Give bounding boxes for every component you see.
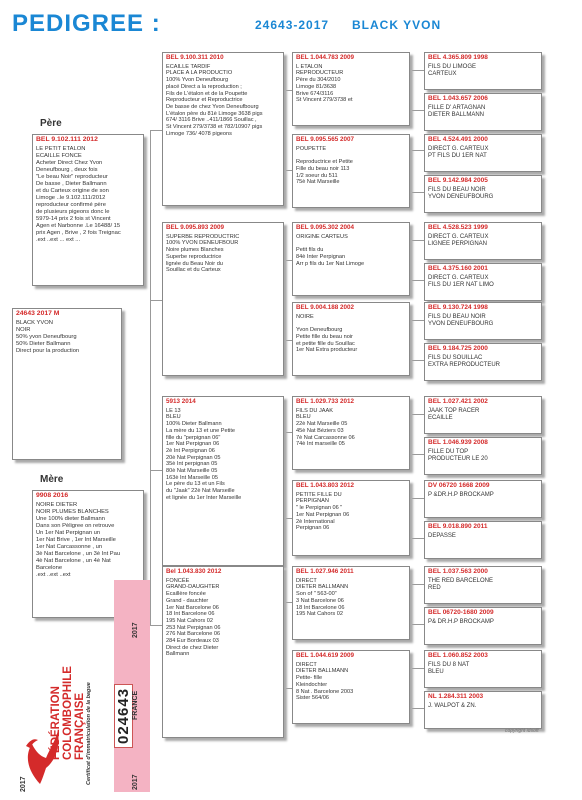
card-text-line: DIETER BALLMANN <box>428 111 485 118</box>
card-text-line: Dans son Pèligree on retrouve <box>36 522 115 529</box>
card-text-line: PLACE A LA PRODUCTIO <box>166 70 233 77</box>
card-text-line: Direct pour la production <box>16 347 80 354</box>
card-text-line: FILS DU JAAK <box>296 407 333 414</box>
ring-number: NL 1.284.311 2003 <box>428 693 484 700</box>
pedigree-card-g4-3 <box>424 175 542 213</box>
card-text-line: 18 Int Barcelone 06 <box>296 604 345 611</box>
card-text-line: ECAILLE <box>428 414 453 421</box>
card-text-line: THE RED BARCELONE <box>428 577 494 584</box>
pedigree-card-g4-14 <box>424 650 542 688</box>
connector-line <box>412 240 424 241</box>
connector-line <box>412 192 424 193</box>
ring-number: BEL 9.095.893 2009 <box>166 224 225 231</box>
card-text-line: "Le beau Noir" reproducteur <box>36 173 108 180</box>
pedigree-card-mm <box>162 566 284 738</box>
card-text-line: 8 Nat . Barcelone 2003 <box>296 688 354 695</box>
card-text-line <box>296 152 406 159</box>
connector-line <box>150 130 151 625</box>
card-text-line: Fille du beau noir 113 <box>296 165 350 172</box>
pedigree-card-g4-15 <box>424 691 542 729</box>
card-text-line: RED <box>428 584 441 591</box>
card-text-line: BLEU <box>166 414 181 421</box>
card-text-line: 18 Int Barcelone 06 <box>166 611 215 618</box>
ring-number: DV 06720 1668 2009 <box>428 482 490 489</box>
ring-number: Bel 1.043.830 2012 <box>166 568 222 575</box>
ring-number: BEL 1.029.733 2012 <box>296 398 355 405</box>
card-text-line: lignée du Beau Noir du <box>166 260 223 267</box>
card-text-line: St Vincent 279/3738 et 782/10907 pigs <box>166 124 263 131</box>
card-text-line: De basse de chez Yvon Deneufbourg <box>166 103 259 110</box>
ring-number: BEL 1.060.852 2003 <box>428 652 488 659</box>
card-text-line: 1/2 soeur du 511 <box>296 172 338 179</box>
card-text-line: Le père du 13 et un Fils <box>166 481 225 488</box>
federation-line: FÉDÉRATION <box>50 686 62 760</box>
card-text-line: Noire plumes Blanches <box>166 247 224 254</box>
card-text-line: Acheter Direct Chez Yvon <box>36 159 103 166</box>
connector-line <box>150 625 162 626</box>
copyright-note: copyright idsoft <box>505 728 539 734</box>
card-text-line: FILS DU 8 NAT <box>428 661 470 668</box>
card-text-line: 84è Inter Perpignan <box>296 253 346 260</box>
card-text-line: 1er Nat Barcelone 06 <box>166 604 219 611</box>
federation-line: FRANÇAISE <box>74 692 86 760</box>
card-text-line: 100% Yvon Deneufbourg <box>166 77 229 84</box>
card-text-line: SUPERBE REPRODUCTRIC <box>166 233 240 240</box>
card-text-line: P& DR.H.P BROCKAMP <box>428 618 494 625</box>
card-text-line: DIETER BALLMANN <box>296 584 349 591</box>
card-text-line: Arr p fils du 1er Nat Limoge <box>296 260 365 267</box>
connector-line <box>412 584 424 585</box>
certificate-year-bottom: 2017 <box>132 774 139 790</box>
card-text-line: YVON DENEUFBOURG <box>428 193 494 200</box>
card-text-line: PT FILS DU 1ER NAT <box>428 152 487 159</box>
ring-number: BEL 1.043.657 2006 <box>428 95 488 102</box>
card-text-line: Sister 564/06 <box>296 695 329 702</box>
connector-line <box>150 470 162 471</box>
card-text-line: BLACK YVON <box>16 319 53 326</box>
card-text-line: J. WALPOT & ZN. <box>428 702 477 709</box>
ring-number: BEL 1.046.939 2008 <box>428 439 488 446</box>
connector-line <box>412 668 424 669</box>
card-text-line: Petite- fille <box>296 675 323 682</box>
pedigree-card-g3-1 <box>292 134 410 208</box>
certificate-subtitle: Certificat d'immatriculation de la bague <box>86 682 92 785</box>
ring-number: BEL 1.044.783 2009 <box>296 54 355 61</box>
card-text-line: EXTRA REPRODUCTEUR <box>428 361 501 368</box>
card-text-line: 1er Nat Carcassonne , un <box>36 543 103 550</box>
card-text-line: 2è Int Perpignan 06 <box>166 447 215 454</box>
card-text-line: Petite fille du beau noir <box>296 333 353 340</box>
card-text-line: 163è Int Marseille 05 <box>166 474 218 481</box>
pedigree-card-g3-0 <box>292 52 410 126</box>
card-text-line: DIRECT G. CARTEUX <box>428 274 489 281</box>
card-text-line: et petite fille du Souillac <box>296 340 355 347</box>
card-text-line: prix Agen , Brive , 2 fois Treignac <box>36 229 121 236</box>
ring-number: BEL 9.018.890 2011 <box>428 523 488 530</box>
card-text-line: 50% yvon Deneufbourg <box>16 333 77 340</box>
card-text-line: " le Perpignan 06 " <box>296 505 343 512</box>
certificate-year-side: 2017 <box>20 776 27 792</box>
pedigree-card-g3-4 <box>292 396 410 470</box>
card-text-line: 195 Nat Cahors 02 <box>296 611 343 618</box>
card-text-line: 100% Dieter Ballmann <box>166 421 222 428</box>
connector-line <box>150 130 162 131</box>
card-text-line: 100% YVON DENEUFBOUR <box>166 240 239 247</box>
card-text-line: La mère du 13 et une Petite <box>166 427 236 434</box>
card-text-line: 80è Nat Marseille 05 <box>166 468 218 475</box>
card-text-line: 1er Nat Perpignan 06 <box>296 511 350 518</box>
card-text-line: FILS DU LIMOGE <box>428 63 477 70</box>
card-text-line: FILS DU BEAU NOIR <box>428 313 486 320</box>
card-text-line: GRAND-DAUGHTER <box>166 584 220 591</box>
ring-number: 5913 2014 <box>166 398 196 405</box>
card-text-line: Perpignan 06 <box>296 525 330 532</box>
ring-number: BEL 4.528.523 1999 <box>428 224 488 231</box>
ring-number: BEL 9.095.565 2007 <box>296 136 355 143</box>
ring-number: BEL 4.365.809 1998 <box>428 54 488 61</box>
ring-number: BEL 9.184.725 2000 <box>428 345 488 352</box>
pedigree-card-g4-10 <box>424 480 542 518</box>
card-text-line: 75è Nat Marseille <box>296 179 340 186</box>
card-text-line: REPRODUCTEUR <box>296 70 344 77</box>
card-text-line: 253 Nat Perpignan 06 <box>166 624 221 631</box>
ring-number: BEL 1.037.563 2000 <box>428 568 488 575</box>
connector-line <box>412 454 424 455</box>
card-text-line: Barcelone <box>36 564 63 571</box>
mother-label: Mère <box>40 474 64 485</box>
card-text-line: 45è Nat Béziers 03 <box>296 427 344 434</box>
card-text-line: Grand - dauchter <box>166 597 209 604</box>
card-text-line: Limoge 736/ 4078 pigeons <box>166 130 232 137</box>
card-text-line: placé Direct a la reproduction ; <box>166 83 242 90</box>
card-text-line: 20è Nat Perpignan 05 <box>166 454 221 461</box>
pedigree-card-g4-2 <box>424 134 542 172</box>
pedigree-card-g4-5 <box>424 263 542 301</box>
pedigree-card-g3-5 <box>292 480 410 556</box>
card-text-line: Petit fils du <box>296 247 324 254</box>
card-text-line: de plusieurs pigeons donc le <box>36 208 110 215</box>
pedigree-card-g4-13 <box>424 607 542 645</box>
card-text-line: Reproducteur et Reproductrice <box>166 97 243 104</box>
card-text-line: 74è Int marseille 05 <box>296 441 345 448</box>
connector-line <box>412 70 424 71</box>
certificate-number: 024643 <box>114 684 133 748</box>
pedigree-card-g4-8 <box>424 396 542 434</box>
card-text-line: Yvon Deneufbourg <box>296 327 343 334</box>
federation-line: COLOMBOPHILE <box>62 666 74 760</box>
card-text-line: ECAILLE FONCE <box>36 152 82 159</box>
certificate-year-top: 2017 <box>132 622 139 638</box>
card-text-line: De basse , Dieter Ballmann <box>36 180 107 187</box>
card-text-line: Une 100% dieter Ballmann <box>36 515 105 522</box>
card-text-line: Ecaillère foncée <box>166 591 206 598</box>
pedigree-card-g4-1 <box>424 93 542 131</box>
card-text-line: 284 Eur Bordeaux 03 <box>166 638 219 645</box>
card-text-line: 276 Nat Barcelone 06 <box>166 631 221 638</box>
ring-number: BEL 9.004.188 2002 <box>296 304 355 311</box>
card-text-line: Son of " 563-00" <box>296 591 337 598</box>
card-text-line: YVON DENEUFBOURG <box>428 320 494 327</box>
father-label: Père <box>40 118 62 129</box>
card-text-line: BLEU <box>428 668 444 675</box>
card-text-line: Père du 304/2010 <box>296 77 341 84</box>
card-text-line: LE 13 <box>166 407 181 414</box>
pedigree-card-fm <box>162 222 284 376</box>
card-text-line: 3 Nat Barcelone 06 <box>296 597 344 604</box>
card-text-line: NOIRE <box>296 313 314 320</box>
card-text-line: reproducteur confirmé père <box>36 201 106 208</box>
card-text-line: 2è International <box>296 518 335 525</box>
card-text-line: Souillac et du Carteux <box>166 267 221 274</box>
pedigree-card-g4-7 <box>424 343 542 381</box>
ring-number: BEL 9.142.984 2005 <box>428 177 488 184</box>
card-text-line: St Vincent 279/3738 et <box>296 97 353 104</box>
card-text-line: 1er Nat Perpignan 06 <box>166 441 220 448</box>
ring-number: BEL 1.027.946 2011 <box>296 568 354 575</box>
card-text-line: NOIR <box>16 326 31 333</box>
card-text-line: L ETALON <box>296 63 323 70</box>
card-text-line: 1er Nat Brive , 1er Int Marseille <box>36 536 116 543</box>
card-text-line: Deneufbourg , deux fois <box>36 166 98 173</box>
pedigree-card-g4-0 <box>424 52 542 90</box>
card-text-line: Kleindochter <box>296 681 328 688</box>
card-text-line: DIRECT <box>296 661 317 668</box>
card-text-line: 35è Int perpignan 05 <box>166 461 218 468</box>
card-text-line: PERPIGNAN <box>296 498 329 505</box>
pedigree-card-g4-9 <box>424 437 542 475</box>
pedigree-card-g4-11 <box>424 521 542 559</box>
subject-ring-header: 24643-2017 <box>255 18 330 32</box>
card-text-line: Limoge 81/3638 <box>296 83 337 90</box>
page-title: PEDIGREE : <box>12 10 161 37</box>
ring-number: 9908 2016 <box>36 492 69 499</box>
card-text-line: Un 1er Nat Perpignan un <box>36 529 101 536</box>
card-text-line: BLEU <box>296 414 311 421</box>
pedigree-card-g4-4 <box>424 222 542 260</box>
certificate-country: FRANCE <box>132 690 139 720</box>
federation-name <box>50 666 86 760</box>
ring-number: BEL 1.044.619 2009 <box>296 652 355 659</box>
card-text-line: Brive 674/3116 <box>296 90 334 97</box>
card-text-line: PRODUCTEUR LE 20 <box>428 455 488 462</box>
ring-number: BEL 9.130.724 1998 <box>428 304 488 311</box>
card-text-line: L'étalon père du 81è Limoge 3638 pigs <box>166 110 263 117</box>
connector-line <box>150 300 162 301</box>
connector-line <box>412 498 424 499</box>
card-text-line: LE PETIT ETALON <box>36 145 86 152</box>
card-text-line: 50% Dieter Ballmann <box>16 340 71 347</box>
card-text-line: 674/ 3116 Brive ..411/1866 Souillac , <box>166 117 257 124</box>
pedigree-card-father <box>32 134 144 286</box>
card-text-line: NOIRE DIETER <box>36 501 78 508</box>
connector-line <box>412 624 424 625</box>
card-text-line: Ballmann <box>166 651 190 658</box>
card-text-line: JAAK TOP RACER <box>428 407 480 414</box>
ring-certificate <box>14 580 150 792</box>
card-text-line: .ext ..ext ... ext ... <box>36 236 81 243</box>
ring-number: BEL 1.043.803 2012 <box>296 482 355 489</box>
subject-name-header: BLACK YVON <box>352 18 442 32</box>
card-text-line: Direct de chez Dieter <box>166 644 219 651</box>
connector-line <box>412 708 424 709</box>
pedigree-card-subject <box>12 308 122 460</box>
card-text-line: 22è Nat Marseille 05 <box>296 421 348 428</box>
pedigree-card-g4-6 <box>424 302 542 340</box>
card-text-line: 195 Nat Cahors 02 <box>166 617 213 624</box>
card-text-line: 1er Nat Extra producteur <box>296 347 358 354</box>
card-text-line: DIRECT G. CARTEUX <box>428 233 489 240</box>
pedigree-card-g3-7 <box>292 650 410 724</box>
connector-line <box>412 414 424 415</box>
card-text-line: Fils de L'étalon et de la Poupette <box>166 90 248 97</box>
ring-number: BEL 4.375.160 2001 <box>428 265 488 272</box>
card-text-line: NOIR PLUMES BLANCHES <box>36 508 109 515</box>
card-text-line: ECAILLE TARDIF <box>166 63 211 70</box>
pedigree-card-g3-2 <box>292 222 410 296</box>
ring-number: BEL 9.102.111 2012 <box>36 136 98 143</box>
card-text-line: 4è Nat Barcelone , un 4è Nat <box>36 557 111 564</box>
card-text-line: LIGNEE PERPIGNAN <box>428 240 488 247</box>
card-text-line: DEPASSE <box>428 532 456 539</box>
card-text-line: Limoge ..le 9.102.111/2012 <box>36 194 106 201</box>
card-text-line: du "Jaak" 22è Nat Marseille <box>166 488 235 495</box>
ring-number: BEL 9.100.311 2010 <box>166 54 224 61</box>
card-text-line: PETITE FILLE DU <box>296 491 342 498</box>
card-text-line: DIETER BALLMANN <box>296 668 349 675</box>
ring-number: BEL 9.095.302 2004 <box>296 224 355 231</box>
card-text-line: P &DR.H.P BROCKAMP <box>428 491 494 498</box>
card-text-line: Superbe reproductrice <box>166 253 222 260</box>
card-text-line: fille du "perpignan 06" <box>166 434 221 441</box>
card-text-line <box>296 320 406 327</box>
pedigree-card-mf <box>162 396 284 566</box>
card-text-line: FILS DU 1ER NAT LIMO <box>428 281 494 288</box>
connector-line <box>412 538 424 539</box>
connector-line <box>412 110 424 111</box>
card-text-line: FILS DU BEAU NOIR <box>428 186 486 193</box>
card-text-line: FILLE D' ARTAGNAN <box>428 104 486 111</box>
pedigree-card-g4-12 <box>424 566 542 604</box>
card-text-line: ORIGINE CARTEUS <box>296 233 348 240</box>
ring-number: 24643 2017 M <box>16 310 60 317</box>
card-text-line: FILLE DU TOP <box>428 448 469 455</box>
card-text-line: FILS DU SOUILLAC <box>428 354 483 361</box>
card-text-line: .ext ..ext ..ext <box>36 571 71 578</box>
ring-number: BEL 06720-1680 2009 <box>428 609 494 616</box>
pedigree-card-g3-3 <box>292 302 410 376</box>
connector-line <box>412 360 424 361</box>
card-text-line: 3è Nat Barcelone , un 3è Int Pau <box>36 550 121 557</box>
card-text-line: CARTEUX <box>428 70 457 77</box>
card-text-line <box>296 240 406 247</box>
ring-number: BEL 4.524.491 2000 <box>428 136 488 143</box>
connector-line <box>412 320 424 321</box>
card-text-line: POUPETTE <box>296 145 327 152</box>
card-text-line: Agen et Narbonne .Le 16488/ 15 <box>36 222 121 229</box>
card-text-line: DIRECT <box>296 577 317 584</box>
card-text-line: et du Carteux origine de son <box>36 187 109 194</box>
ring-number: BEL 1.027.421 2002 <box>428 398 488 405</box>
card-text-line: DIRECT G. CARTEUX <box>428 145 489 152</box>
card-text-line: et lignée du 1er Inter Marseille <box>166 494 242 501</box>
card-text-line: 5979-14 prix 2 fois st Vincent <box>36 215 111 222</box>
card-text-line: Reproductrice et Petite <box>296 159 353 166</box>
pedigree-card-ff <box>162 52 284 206</box>
card-text-line: 7è Nat Carcassonne 06 <box>296 434 355 441</box>
connector-line <box>412 150 424 151</box>
connector-line <box>412 280 424 281</box>
card-text-line: FONCÉE <box>166 577 190 584</box>
pedigree-card-g3-6 <box>292 566 410 640</box>
